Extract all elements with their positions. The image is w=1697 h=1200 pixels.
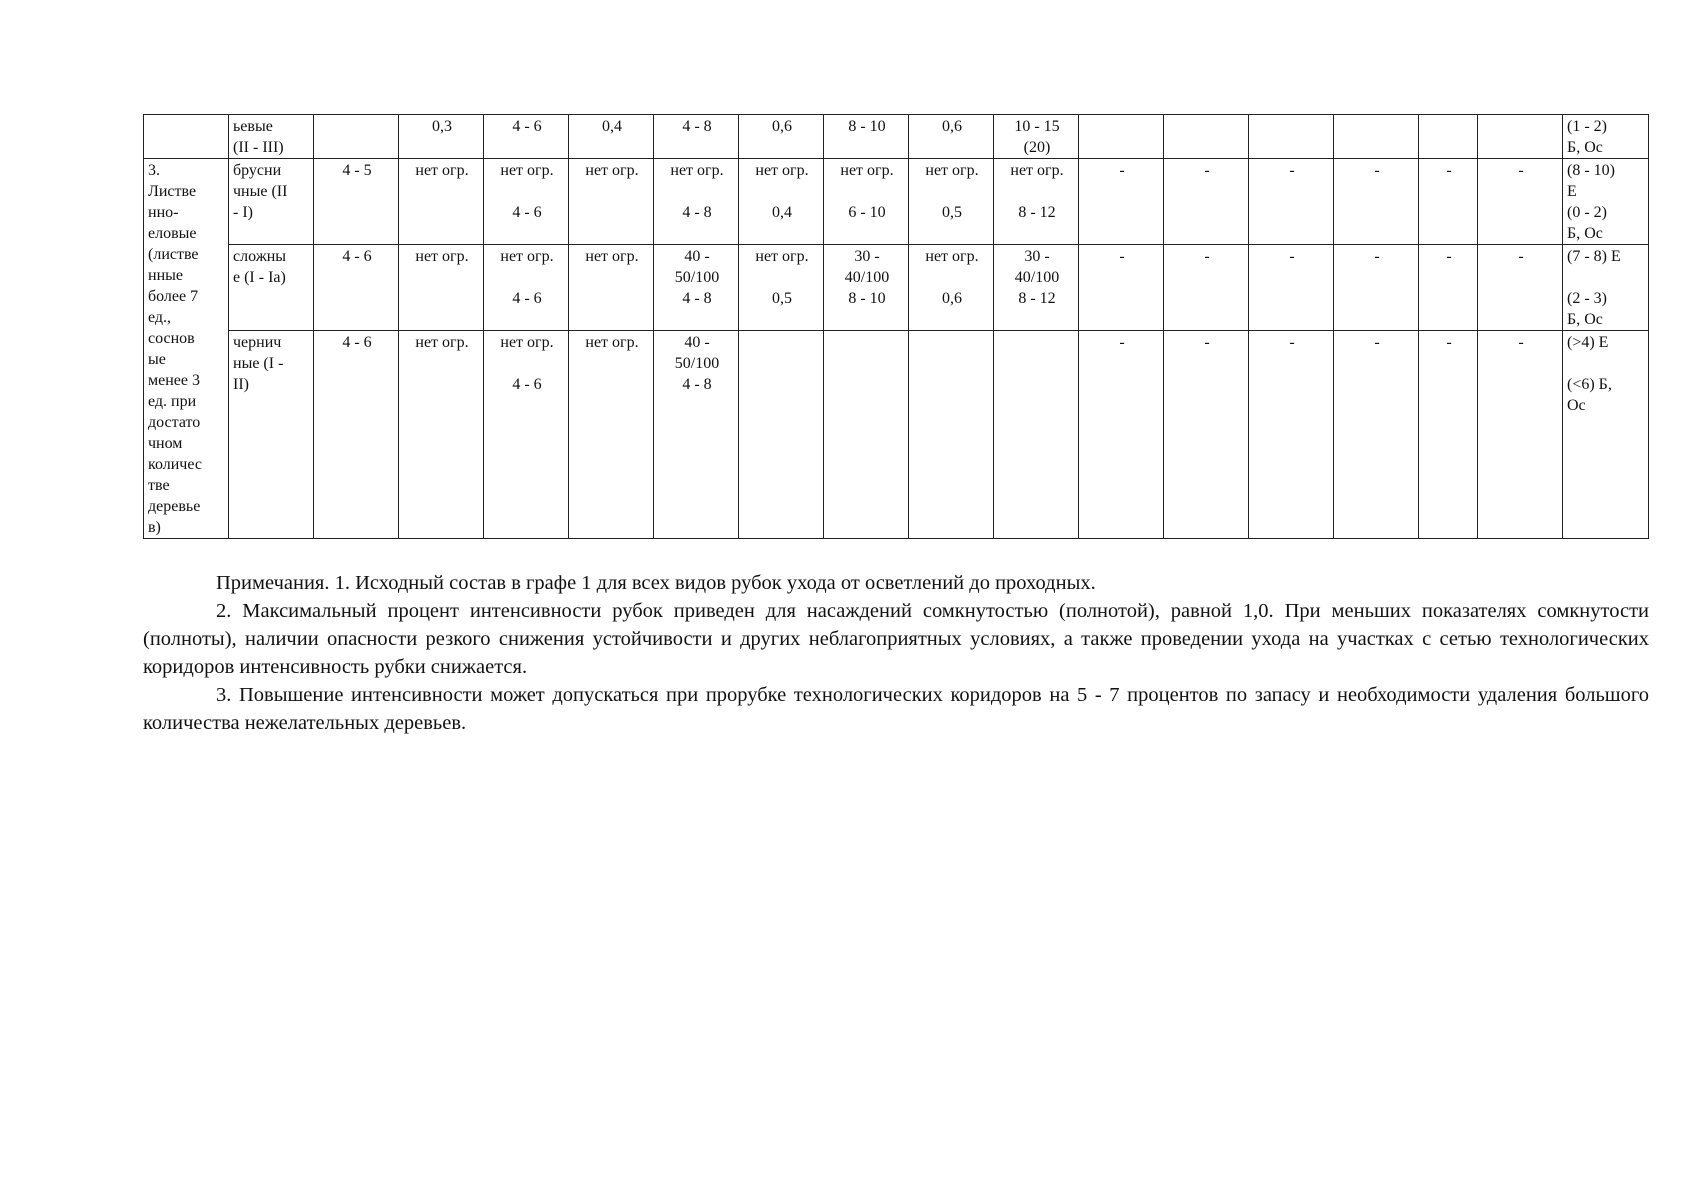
table-cell	[1249, 245, 1334, 331]
cell-line: нет огр.	[755, 248, 809, 266]
table-cell	[824, 159, 909, 245]
table-row-brusnichnye	[144, 159, 1649, 245]
cell-line	[1423, 116, 1475, 137]
table-cell	[824, 245, 909, 331]
cell-line: -	[1518, 334, 1524, 352]
cell-line: (II - III)	[233, 139, 284, 156]
table-cell	[1419, 115, 1478, 159]
cell-line: (<6) Б,	[1567, 376, 1612, 394]
cell-line	[998, 332, 1076, 353]
cell-line: ные (I -	[233, 355, 284, 373]
cell-line: (0 - 2)	[1567, 204, 1607, 221]
cell-line: -	[1204, 248, 1210, 266]
cell-line: достато	[148, 414, 201, 431]
cell-line	[488, 353, 566, 374]
cell-line: нет огр.	[755, 162, 809, 179]
cell-line: -	[1374, 334, 1380, 352]
cell-line	[828, 181, 906, 202]
cell-line: 4 - 6	[512, 376, 542, 394]
cell-line: еловые	[148, 225, 197, 242]
cell-line: (1 - 2)	[1567, 118, 1607, 135]
cell-line: 0,4	[602, 118, 622, 135]
cell-line: 4 - 8	[682, 204, 712, 221]
table-cell	[994, 115, 1079, 159]
cell-line	[318, 116, 396, 137]
table-cell	[399, 159, 484, 245]
cell-line	[743, 181, 821, 202]
cell-line	[913, 267, 991, 288]
cell-line: (7 - 8) Е	[1567, 248, 1621, 266]
cell-line: нет огр.	[585, 162, 639, 179]
cell-line: Е	[1567, 183, 1577, 200]
table-cell	[399, 115, 484, 159]
document-page	[143, 114, 1649, 737]
table-cell	[994, 245, 1079, 331]
cell-line	[743, 332, 821, 353]
cell-line: нет огр.	[415, 162, 469, 179]
table-cell	[1563, 245, 1649, 331]
cell-line: -	[1289, 248, 1295, 266]
cell-line: Б, Ос	[1567, 225, 1603, 242]
cell-line: тве	[148, 477, 170, 494]
cell-line: чном	[148, 435, 183, 452]
table-cell	[1478, 115, 1563, 159]
table-cell	[314, 331, 399, 539]
table-cell	[314, 245, 399, 331]
cell-line: Б, Ос	[1567, 311, 1603, 329]
table-cell	[144, 115, 229, 159]
table-cell	[399, 331, 484, 539]
cell-line: деревье	[148, 498, 201, 515]
cell-line: 0,3	[432, 118, 452, 135]
table-cell	[1249, 115, 1334, 159]
table-cell	[1334, 331, 1419, 539]
cell-line: (20)	[1023, 139, 1051, 156]
table-cell	[909, 331, 994, 539]
cell-line: (>4) Е	[1567, 334, 1609, 352]
cell-line: -	[1119, 162, 1125, 179]
cell-line: 4 - 6	[342, 248, 372, 266]
table-cell	[229, 159, 314, 245]
cell-line	[1168, 116, 1246, 137]
cell-line: нет огр.	[840, 162, 894, 179]
table-cell	[569, 245, 654, 331]
cell-line: 50/100	[674, 269, 720, 287]
table-cell	[1563, 115, 1649, 159]
cell-line: (2 - 3)	[1567, 290, 1607, 308]
table-cell	[909, 159, 994, 245]
table-row-continuation	[144, 115, 1649, 159]
table-cell	[314, 159, 399, 245]
cell-line	[1083, 116, 1161, 137]
cell-line: 4 - 6	[342, 334, 372, 352]
cell-line: -	[1518, 162, 1524, 179]
table-cell	[314, 115, 399, 159]
table-cell	[1419, 245, 1478, 331]
cell-line: 40/100	[844, 269, 890, 287]
table-cell	[1478, 245, 1563, 331]
table-cell	[484, 115, 569, 159]
cell-line: нет огр.	[585, 248, 639, 266]
cell-line: ьевые	[233, 118, 273, 135]
cell-line: более 7	[148, 288, 199, 305]
cell-line: 6 - 10	[848, 204, 886, 221]
table-cell	[1563, 331, 1649, 539]
cell-line: ые	[148, 351, 166, 368]
cell-line: -	[1289, 334, 1295, 352]
cell-line	[1253, 116, 1331, 137]
cell-line: 4 - 5	[342, 162, 372, 179]
cell-line: 10 - 15	[1014, 118, 1060, 135]
cell-line: 40 -	[684, 334, 710, 352]
cell-line: чернич	[233, 334, 282, 352]
table-row-chernichnye	[144, 331, 1649, 539]
cell-line: 4 - 6	[512, 290, 542, 308]
table-cell	[1164, 245, 1249, 331]
cell-line: -	[1518, 248, 1524, 266]
cell-line: брусни	[233, 162, 282, 179]
table-cell	[229, 331, 314, 539]
table-cell	[1164, 331, 1249, 539]
table-cell	[569, 331, 654, 539]
table-cell	[824, 331, 909, 539]
table-cell	[144, 159, 229, 539]
table-cell	[1334, 159, 1419, 245]
cell-line: 8 - 10	[848, 290, 886, 308]
table-cell	[1079, 245, 1164, 331]
table-cell	[1478, 159, 1563, 245]
cell-line: 0,5	[772, 290, 792, 308]
cell-line: нет огр.	[925, 248, 979, 266]
cell-line: 40/100	[1014, 269, 1060, 287]
cell-line: нно-	[148, 204, 179, 221]
table-cell	[654, 331, 739, 539]
cell-line: 4 - 8	[682, 118, 712, 135]
note-paragraph: 3. Повышение интенсивности может допускаться при прорубке технологических коридоров на 5 - 7 процентов по запасу и необходимости удаления большого количества нежелательных деревьев.	[143, 684, 1649, 734]
cell-line	[1567, 353, 1646, 374]
table-cell	[824, 115, 909, 159]
cell-line: 4 - 6	[512, 204, 542, 221]
cell-line: 3.	[148, 162, 160, 179]
cell-line: -	[1374, 248, 1380, 266]
cell-line	[913, 332, 991, 353]
cell-line: нет огр.	[500, 248, 554, 266]
cell-line	[828, 332, 906, 353]
cell-line: 30 -	[854, 248, 880, 266]
table-cell	[229, 115, 314, 159]
table-cell	[1478, 331, 1563, 539]
table-cell	[569, 115, 654, 159]
cell-line: сложны	[233, 248, 287, 266]
table-body	[144, 115, 1649, 539]
table-cell	[654, 245, 739, 331]
table-cell	[1164, 115, 1249, 159]
table-cell	[399, 245, 484, 331]
cell-line: -	[1446, 162, 1452, 179]
table-cell	[1079, 331, 1164, 539]
table-cell	[739, 115, 824, 159]
table-cell	[909, 245, 994, 331]
cell-line: 0,4	[772, 204, 792, 221]
cell-line	[998, 181, 1076, 202]
cell-line: -	[1204, 162, 1210, 179]
notes-section	[143, 569, 1649, 737]
cell-line: количес	[148, 456, 202, 473]
cell-line	[1338, 116, 1416, 137]
cell-line: нет огр.	[670, 162, 724, 179]
cell-line: нет огр.	[415, 248, 469, 266]
table-cell	[484, 245, 569, 331]
cell-line: 4 - 8	[682, 376, 712, 394]
table-row-slozhnye	[144, 245, 1649, 331]
cell-line: нет огр.	[585, 334, 639, 352]
cell-line: (8 - 10)	[1567, 162, 1615, 179]
table-cell	[739, 245, 824, 331]
cell-line	[488, 181, 566, 202]
table-cell	[1249, 331, 1334, 539]
note-paragraph: 2. Максимальный процент интенсивности рубок приведен для насаждений сомкнутостью (полнотой), равной 1,0. При меньших показателях сомкнутости (полноты), наличии опасности резкого снижения устойчивости и других неблагоприятных условиях, а также проведении ухода на участках с сетью технологических коридоров интенсивность рубки снижается.	[143, 600, 1649, 678]
cell-line: 50/100	[674, 355, 720, 373]
cell-line: -	[1374, 162, 1380, 179]
cell-line: нет огр.	[1010, 162, 1064, 179]
table-cell	[1249, 159, 1334, 245]
cell-line: 40 -	[684, 248, 710, 266]
cell-line: 30 -	[1024, 248, 1050, 266]
cell-line: нные	[148, 267, 183, 284]
table-cell	[1563, 159, 1649, 245]
cell-line: нет огр.	[500, 162, 554, 179]
table-cell	[1334, 115, 1419, 159]
table-cell	[654, 159, 739, 245]
table-cell	[739, 331, 824, 539]
table-cell	[1419, 159, 1478, 245]
table-cell	[1079, 115, 1164, 159]
cell-line: ед. при	[148, 393, 197, 410]
table-cell	[229, 245, 314, 331]
cell-line	[1482, 116, 1560, 137]
cell-line: нет огр.	[500, 334, 554, 352]
cell-line: 0,6	[772, 118, 792, 135]
cell-line: 0,6	[942, 290, 962, 308]
table-cell	[569, 159, 654, 245]
cell-line: менее 3	[148, 372, 200, 389]
cell-line: II)	[233, 376, 249, 394]
cell-line: -	[1446, 334, 1452, 352]
cell-line: 0,5	[942, 204, 962, 221]
cell-line: соснов	[148, 330, 195, 347]
cell-line: Листве	[148, 183, 197, 200]
table-cell	[484, 331, 569, 539]
cell-line: 4 - 8	[682, 290, 712, 308]
cell-line: в)	[148, 519, 161, 536]
cell-line: Б, Ос	[1567, 139, 1603, 156]
cell-line: (листве	[148, 246, 199, 263]
cell-line: 0,6	[942, 118, 962, 135]
cell-line: Ос	[1567, 397, 1586, 415]
table-cell	[654, 115, 739, 159]
cell-line: -	[1204, 334, 1210, 352]
cell-line: 8 - 12	[1018, 204, 1056, 221]
cell-line	[743, 267, 821, 288]
cell-line: нет огр.	[925, 162, 979, 179]
table-cell	[1164, 159, 1249, 245]
table-cell	[994, 159, 1079, 245]
cell-line: е (I - Ia)	[233, 269, 286, 287]
table-cell	[739, 159, 824, 245]
cell-line: -	[1289, 162, 1295, 179]
cell-line: -	[1446, 248, 1452, 266]
table-cell	[1419, 331, 1478, 539]
cell-line	[1567, 267, 1646, 288]
cell-line	[488, 267, 566, 288]
cell-line: нет огр.	[415, 334, 469, 352]
table-cell	[484, 159, 569, 245]
cell-line: чные (II	[233, 183, 288, 200]
cell-line: 4 - 6	[512, 118, 542, 135]
table-cell	[909, 115, 994, 159]
cell-line	[913, 181, 991, 202]
table-cell	[1079, 159, 1164, 245]
cell-line: ед.,	[148, 309, 172, 326]
cell-line: - I)	[233, 204, 253, 221]
cell-line	[658, 181, 736, 202]
note-paragraph: Примечания. 1. Исходный состав в графе 1 для всех видов рубок ухода от осветлений до проходных.	[216, 572, 1096, 594]
table-cell	[994, 331, 1079, 539]
table-cell	[1334, 245, 1419, 331]
cell-line: -	[1119, 334, 1125, 352]
thinning-intensity-table	[143, 114, 1649, 539]
cell-line: 8 - 12	[1018, 290, 1056, 308]
cell-line: 8 - 10	[848, 118, 886, 135]
cell-line	[148, 116, 226, 137]
cell-line: -	[1119, 248, 1125, 266]
